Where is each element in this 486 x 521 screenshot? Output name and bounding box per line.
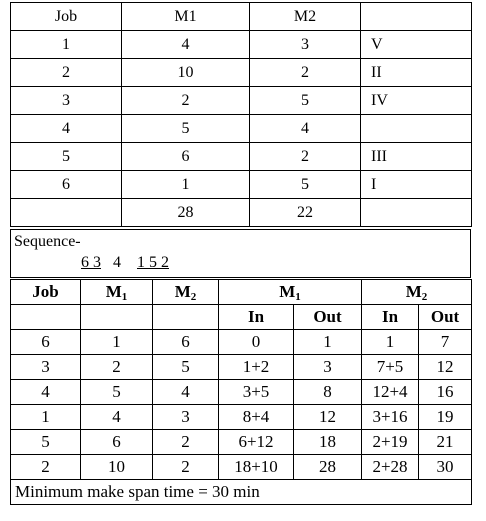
m1-out-cell: 8: [294, 380, 362, 405]
m1-time-cell: 2: [122, 87, 250, 115]
sequence-group: 1 5 2: [137, 254, 169, 271]
order-cell: II: [361, 59, 472, 87]
table-row: [11, 355, 472, 380]
m2-out-cell: 30: [419, 455, 472, 480]
m1-time-cell: 5: [81, 380, 153, 405]
table-row: [11, 430, 472, 455]
table-row: [11, 330, 472, 355]
makespan-summary: Minimum make span time = 30 min: [11, 480, 472, 505]
m2-time-cell: 4: [153, 380, 219, 405]
order-cell: I: [361, 171, 472, 199]
header-m1: $M_1$: [81, 280, 153, 305]
m1-in-cell: 18+10: [219, 455, 294, 480]
header-job: Job: [11, 280, 81, 305]
subheader-row: [11, 305, 472, 330]
job-cell: 4: [11, 115, 122, 143]
m2-in-cell: 2+19: [362, 430, 419, 455]
m1-time-cell: 1: [122, 171, 250, 199]
m1-time-cell: 4: [122, 31, 250, 59]
job-cell: 1: [11, 31, 122, 59]
m2-time-cell: 4: [250, 115, 361, 143]
m2-time-cell: 5: [250, 171, 361, 199]
header-m2: M2: [250, 3, 361, 31]
m1-out-cell: 28: [294, 455, 362, 480]
m2-in-cell: 3+16: [362, 405, 419, 430]
totals-label-cell: [11, 199, 122, 227]
job-cell: 4: [11, 380, 81, 405]
empty-cell: [153, 305, 219, 330]
m1-time-cell: 6: [81, 430, 153, 455]
header-m2-out: Out: [419, 305, 472, 330]
empty-cell: [81, 305, 153, 330]
m1-out-cell: 18: [294, 430, 362, 455]
table-row: [11, 31, 472, 59]
m1-out-cell: 3: [294, 355, 362, 380]
header-m1: M1: [122, 3, 250, 31]
m2-time-cell: 3: [153, 405, 219, 430]
m2-time-cell: 3: [250, 31, 361, 59]
m1-time-cell: 1: [81, 330, 153, 355]
m2-out-cell: 19: [419, 405, 472, 430]
header-row: [11, 280, 472, 305]
header-m2-in: In: [362, 305, 419, 330]
m2-out-cell: 21: [419, 430, 472, 455]
table-row: [11, 380, 472, 405]
job-cell: 3: [11, 355, 81, 380]
m2-time-cell: 6: [153, 330, 219, 355]
order-cell: V: [361, 31, 472, 59]
m2-time-cell: 2: [153, 455, 219, 480]
sequence-label: Sequence-: [14, 233, 81, 250]
m2-time-cell: 2: [250, 143, 361, 171]
order-cell: III: [361, 143, 472, 171]
schedule-table: [10, 279, 472, 505]
job-cell: 1: [11, 405, 81, 430]
sequence-box: [10, 229, 471, 278]
m1-in-cell: 1+2: [219, 355, 294, 380]
header-m2: $M_2$: [153, 280, 219, 305]
m2-time-cell: 5: [250, 87, 361, 115]
m2-in-cell: 7+5: [362, 355, 419, 380]
m2-in-cell: 12+4: [362, 380, 419, 405]
m2-time-cell: 5: [153, 355, 219, 380]
m1-time-cell: 10: [81, 455, 153, 480]
m1-time-cell: 6: [122, 143, 250, 171]
table-row: [11, 115, 472, 143]
job-cell: 2: [11, 455, 81, 480]
job-cell: 3: [11, 87, 122, 115]
job-cell: 2: [11, 59, 122, 87]
m1-in-cell: 8+4: [219, 405, 294, 430]
m2-total-cell: 22: [250, 199, 361, 227]
table-row: [11, 171, 472, 199]
header-m2-group: $M_2$: [362, 280, 472, 305]
header-order: [361, 3, 472, 31]
m2-out-cell: 12: [419, 355, 472, 380]
header-m1-in: In: [219, 305, 294, 330]
header-row: [11, 3, 472, 31]
job-cell: 5: [11, 430, 81, 455]
document: [10, 2, 472, 510]
processing-time-table: [10, 2, 472, 227]
sequence-group: 4: [113, 254, 121, 271]
m1-time-cell: 10: [122, 59, 250, 87]
m1-time-cell: 5: [122, 115, 250, 143]
order-cell: [361, 115, 472, 143]
m2-time-cell: 2: [250, 59, 361, 87]
header-m1-out: Out: [294, 305, 362, 330]
m1-time-cell: 4: [81, 405, 153, 430]
m1-total-cell: 28: [122, 199, 250, 227]
table-row: [11, 87, 472, 115]
m2-in-cell: 2+28: [362, 455, 419, 480]
m1-out-cell: 12: [294, 405, 362, 430]
sequence-group: 6 3: [81, 254, 101, 271]
sequence-values: [81, 254, 169, 272]
m1-out-cell: 1: [294, 330, 362, 355]
header-m1-group: $M_1$: [219, 280, 362, 305]
m1-in-cell: 0: [219, 330, 294, 355]
footer-row: [11, 480, 472, 505]
m1-in-cell: 3+5: [219, 380, 294, 405]
job-cell: 6: [11, 330, 81, 355]
m2-time-cell: 2: [153, 430, 219, 455]
job-cell: 6: [11, 171, 122, 199]
table-row: [11, 143, 472, 171]
totals-empty-cell: [361, 199, 472, 227]
table-row: [11, 405, 472, 430]
m1-time-cell: 2: [81, 355, 153, 380]
m2-out-cell: 7: [419, 330, 472, 355]
empty-cell: [11, 305, 81, 330]
order-cell: IV: [361, 87, 472, 115]
table-row: [11, 59, 472, 87]
m2-in-cell: 1: [362, 330, 419, 355]
totals-row: [11, 199, 472, 227]
job-cell: 5: [11, 143, 122, 171]
header-job: Job: [11, 3, 122, 31]
table-row: [11, 455, 472, 480]
m1-in-cell: 6+12: [219, 430, 294, 455]
m2-out-cell: 16: [419, 380, 472, 405]
